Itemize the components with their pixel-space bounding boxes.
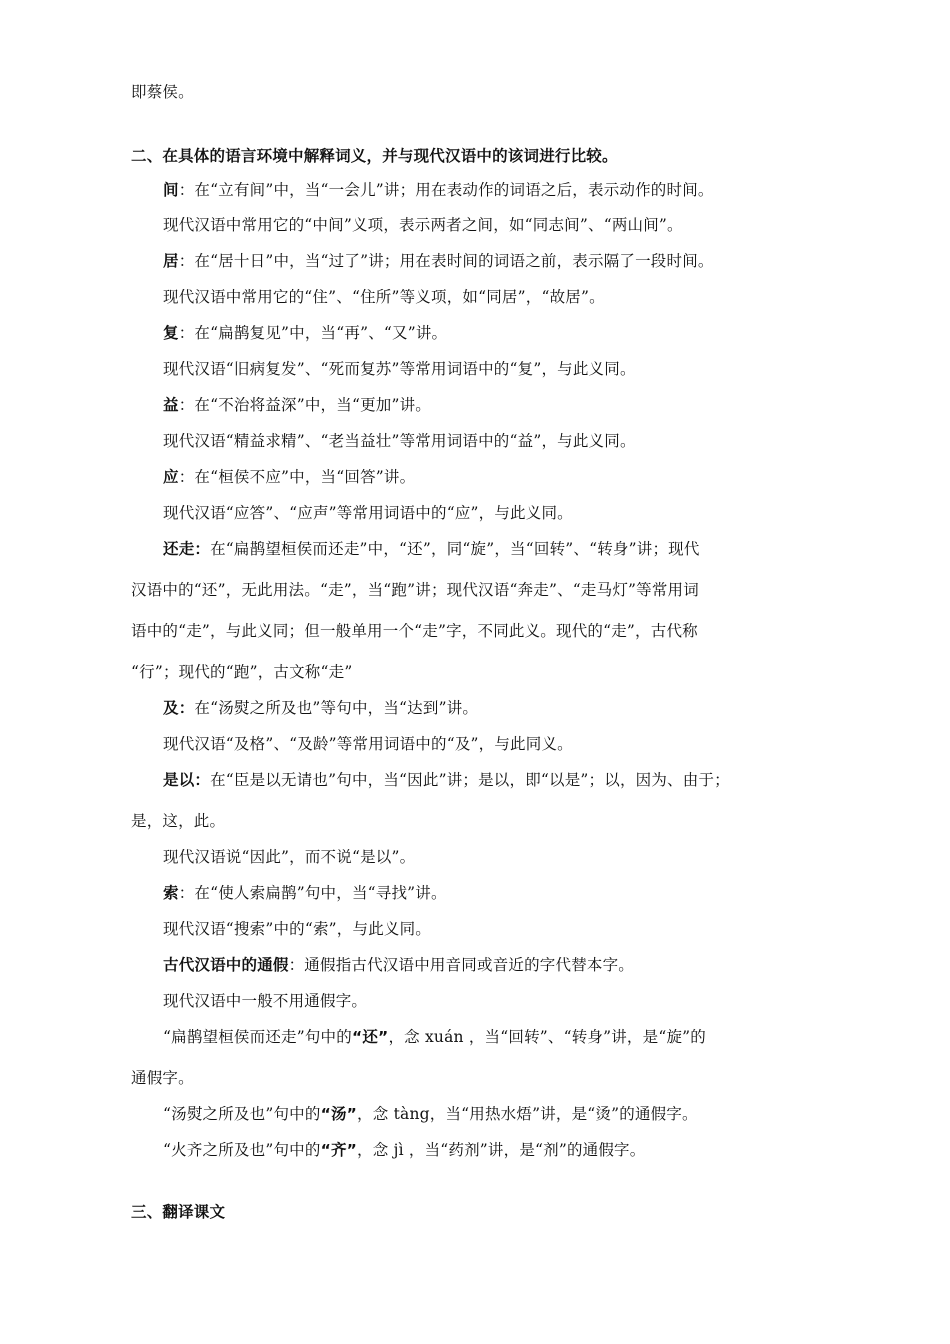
ex1-line2: 通假字。 [131,1069,194,1087]
modern-yi: 现代汉语“精益求精”、“老当益壮”等常用词语中的“益”，与此义同。 [163,432,636,450]
entry-fu [163,323,821,343]
entry-tongjia [163,955,821,975]
ex1-pre: “扁鹊望桓侯而还走”句中的 [163,1028,352,1046]
ex2-post: ，念 tàng，当“用热水焐”讲，是“烫”的通假字。 [357,1105,698,1123]
entry-ying [163,467,821,487]
huanzou-line2: 汉语中的“还”，无此用法。“走”，当“跑”讲；现代汉语“奔走”、“走马灯”等常用词 [131,581,699,599]
term-jian: 间 [163,181,179,199]
term-yi: 益 [163,396,179,414]
explain-fu: ：在“扁鹊复见”中，当“再”、“又”讲。 [178,324,448,342]
term-tongjia: 古代汉语中的通假 [163,956,289,974]
tongjia-example-1 [163,1027,821,1047]
ex1-post: ，念 xuán ，当“回转”、“转身”讲，是“旋”的 [388,1028,706,1046]
term-ju: 居 [163,252,179,270]
huanzou-line1: 在“扁鹊望桓侯而还走”中，“还”，同“旋”，当“回转”、“转身”讲；现代 [210,540,700,558]
entry-huanzou [163,539,821,559]
huanzou-line4: “行”；现代的“跑”，古文称“走” [131,663,353,681]
explain-ju: ：在“居十日”中，当“过了”讲；用在表时间的词语之前，表示隔了一段时间。 [178,252,714,270]
modern-suo: 现代汉语“搜索”中的“索”，与此义同。 [163,920,431,938]
explain-suo: ：在“使人索扁鹊”句中，当“寻找”讲。 [178,884,447,902]
section2-heading: 二、在具体的语言环境中解释词义，并与现代汉语中的该词进行比较。 [131,147,618,165]
intro-tail: 即蔡侯。 [131,83,194,101]
entry-ji [163,698,821,718]
modern-fu: 现代汉语“旧病复发”、“死而复苏”等常用词语中的“复”，与此义同。 [163,360,636,378]
ex1-word: “还” [351,1028,389,1046]
ex2-word: “汤” [320,1105,358,1123]
tongjia-example-2 [163,1104,821,1124]
section3-heading: 三、翻译课文 [131,1203,226,1221]
ex2-pre: “汤熨之所及也”句中的 [163,1105,321,1123]
term-fu: 复 [163,324,179,342]
explain-ying: ：在“桓侯不应”中，当“回答”讲。 [178,468,416,486]
term-huanzou: 还走： [163,540,211,558]
tongjia-example-3 [163,1140,821,1160]
term-shiyi: 是以： [163,771,211,789]
huanzou-line3: 语中的“走”，与此义同；但一般单用一个“走”字，不同此义。现代的“走”，古代称 [131,622,698,640]
explain-yi: ：在“不治将益深”中，当“更加”讲。 [178,396,432,414]
term-suo: 索 [163,884,179,902]
term-ying: 应 [163,468,179,486]
modern-shiyi: 现代汉语说“因此”，而不说“是以”。 [163,848,416,866]
explain-ji: 在“汤熨之所及也”等句中，当“达到”讲。 [194,699,479,717]
entry-shiyi [163,770,821,790]
modern-jian: 现代汉语中常用它的“中间”义项，表示两者之间，如“同志间”、“两山间”。 [163,216,683,234]
modern-tongjia: 现代汉语中一般不用通假字。 [163,992,368,1010]
shiyi-line2: 是，这，此。 [131,812,226,830]
modern-ji: 现代汉语“及格”、“及龄”等常用词语中的“及”，与此同义。 [163,735,573,753]
term-ji: 及： [163,699,195,717]
shiyi-line1: 在“臣是以无请也”句中，当“因此”讲；是以，即“以是”；以，因为、由于； [210,771,730,789]
ex3-word: “齐” [320,1141,358,1159]
ex3-pre: “火齐之所及也”句中的 [163,1141,321,1159]
entry-suo [163,883,821,903]
modern-ju: 现代汉语中常用它的“住”、“住所”等义项，如“同居”，“故居”。 [163,288,605,306]
modern-ying: 现代汉语“应答”、“应声”等常用词语中的“应”，与此义同。 [163,504,573,522]
explain-tongjia: ：通假指古代汉语中用音同或音近的字代替本字。 [288,956,635,974]
explain-jian: ：在“立有间”中，当“一会儿”讲；用在表动作的词语之后，表示动作的时间。 [178,181,714,199]
entry-jian [163,180,821,200]
ex3-post: ，念 jì ，当“药剂”讲，是“剂”的通假字。 [357,1141,646,1159]
entry-ju [163,251,821,271]
entry-yi [163,395,821,415]
